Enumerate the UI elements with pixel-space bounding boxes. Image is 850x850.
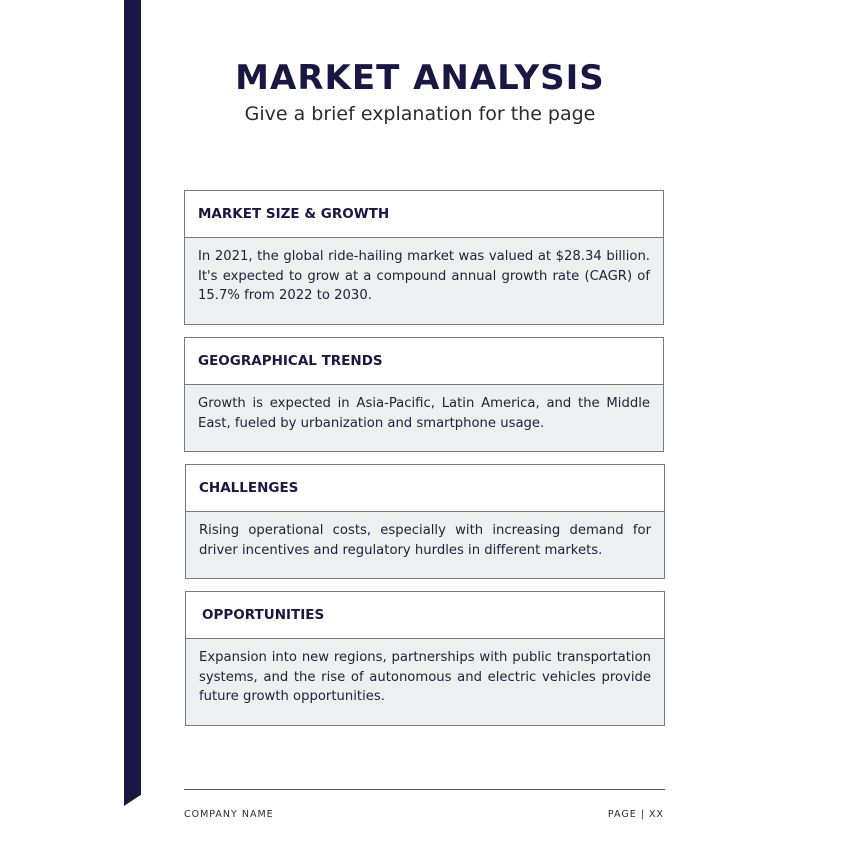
section-opportunities [185,591,665,726]
section-body: Growth is expected in Asia-Pacific, Latin America, and the Middle East, fueled by urbanization and smartphone usage. [185,385,663,451]
footer-page-number: PAGE | XX [607,809,664,820]
section-body: Rising operational costs, especially with increasing demand for driver incentives and regulatory hurdles in different markets. [186,512,664,578]
page-subtitle: Give a brief explanation for the page [244,103,596,125]
section-heading: CHALLENGES [186,465,664,512]
section-geographical-trends [184,337,664,452]
section-heading: OPPORTUNITIES [186,592,664,639]
page-title: MARKET ANALYSIS [235,58,605,98]
section-challenges [185,464,665,579]
section-heading: MARKET SIZE & GROWTH [185,191,663,238]
section-body: In 2021, the global ride-hailing market was valued at $28.34 billion. It's expected to grow at a compound annual growth rate (CAGR) of 15.7% from 2022 to 2030. [185,238,663,324]
footer-company-name: COMPANY NAME [184,809,274,820]
section-market-size-growth [184,190,664,325]
footer-divider [184,789,665,790]
section-body: Expansion into new regions, partnerships with public transportation systems, and the rise of autonomous and electric vehicles provide future growth opportunities. [186,639,664,725]
section-heading: GEOGRAPHICAL TRENDS [185,338,663,385]
